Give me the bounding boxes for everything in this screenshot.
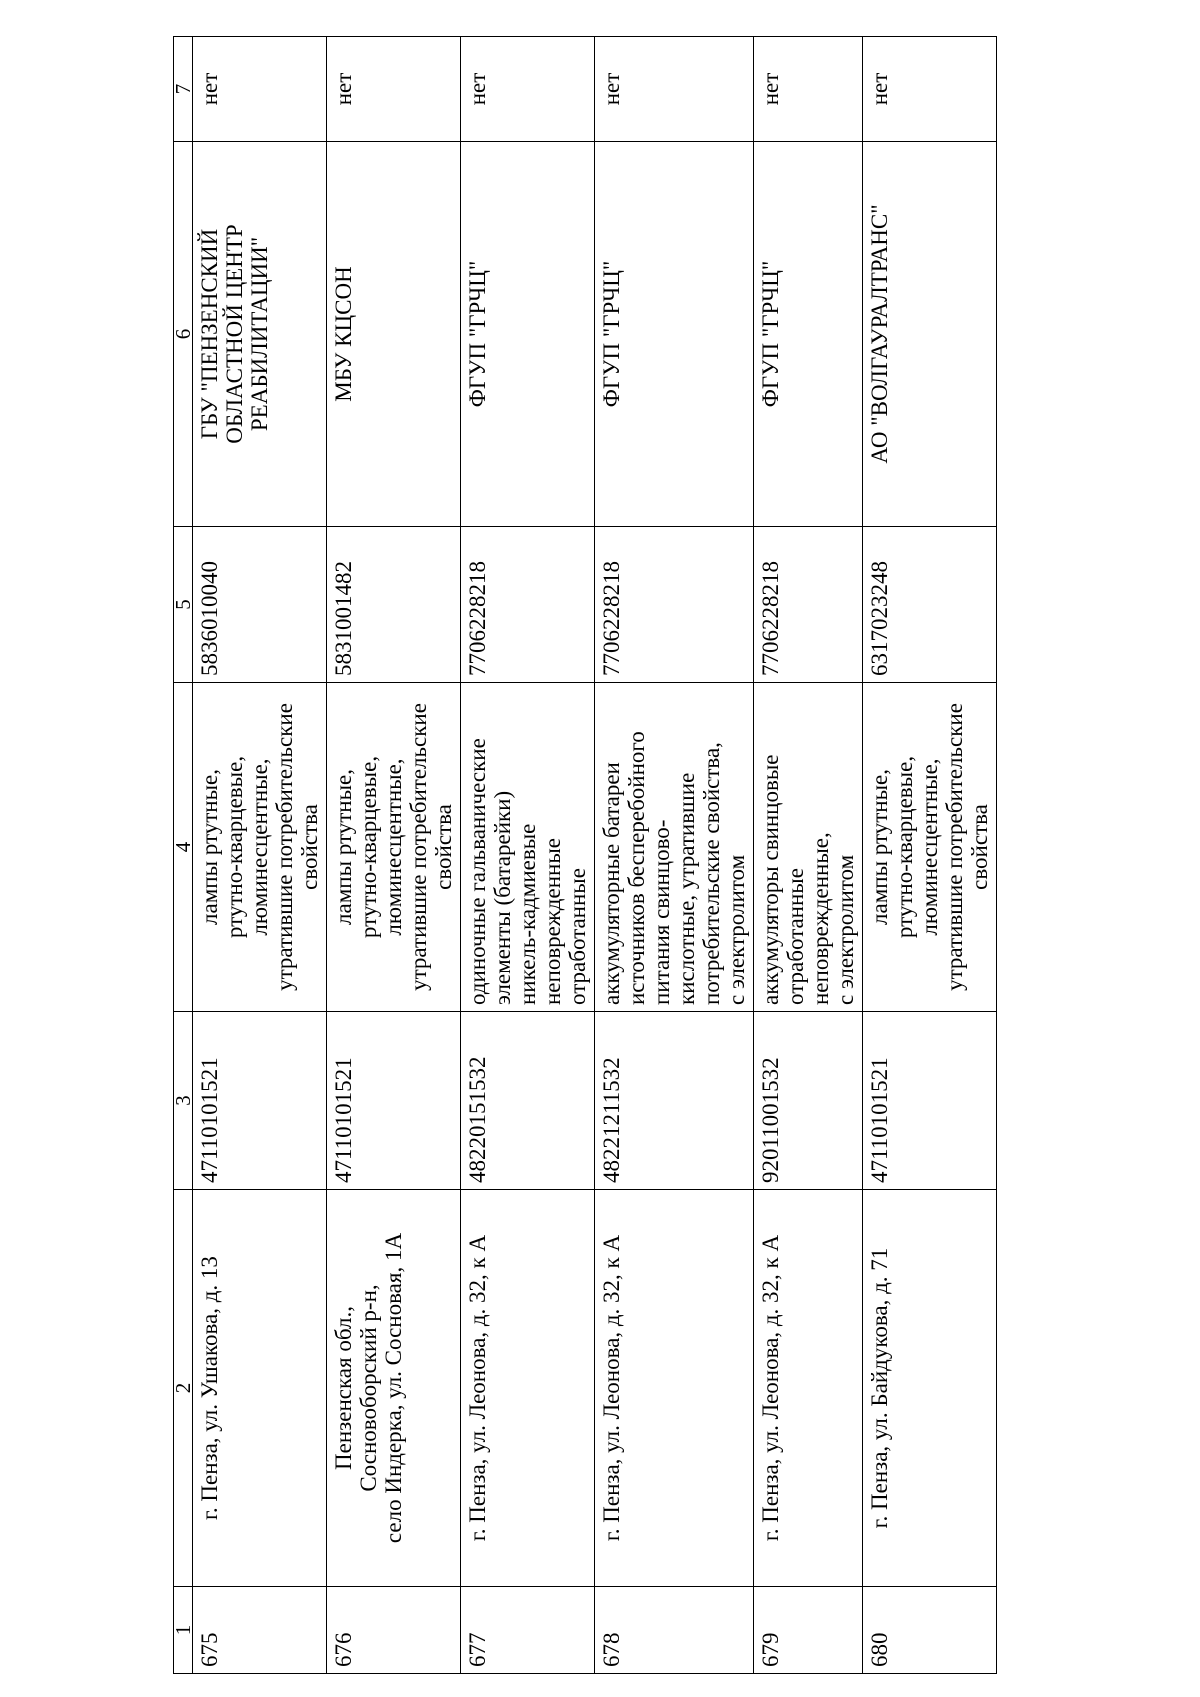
table-body [193,37,997,1674]
waste-code-cell-text: 92011001532 [758,1057,783,1183]
header-cell: 6 [174,142,193,527]
note-cell-text: нет [758,72,783,106]
row-number-cell [863,1587,997,1674]
waste-code-cell-text: 47110101521 [197,1057,222,1183]
waste-code-cell [754,1012,863,1190]
inn-cell [193,527,327,683]
organization-cell-text: ФГУП "ГРЧЦ" [599,260,624,408]
inn-cell [863,527,997,683]
waste-code-cell [327,1012,461,1190]
rotated-table-container [171,37,992,1674]
inn-cell [327,527,461,683]
waste-description-cell-text: аккумуляторы свинцовые отработанные неповрежденные, с электролитом [758,754,858,1005]
organization-cell [193,142,327,527]
waste-description-cell [595,683,754,1012]
waste-code-cell [595,1012,754,1190]
row-number-cell-text: 676 [331,1632,356,1667]
waste-description-cell-text: аккумуляторные батареи источников бесперебойного питания свинцово- кислотные, утратившие потребительские свойства, с электролитом [599,731,749,1005]
organization-cell [863,142,997,527]
waste-description-cell-text: лампы ртутные, ртутно-кварцевые, люминесцентные, утратившие потребительские свойства [331,703,456,991]
waste-code-cell-text: 48221211532 [599,1057,624,1183]
organization-cell [595,142,754,527]
row-number-cell-text: 675 [197,1632,222,1667]
waste-table [173,36,997,1674]
address-cell-text: г. Пенза, ул. Байдукова, д. 71 [867,1247,892,1529]
address-cell-text: Пензенская обл., Сосновоборский р-н, село Индерка, ул. Сосновая, 1А [331,1232,406,1544]
waste-description-cell [863,683,997,1012]
table-row [461,37,595,1674]
waste-code-cell [863,1012,997,1190]
table-row [193,37,327,1674]
table-row [595,37,754,1674]
address-cell [193,1190,327,1587]
organization-cell [327,142,461,527]
inn-cell-text: 7706228218 [465,561,490,676]
address-cell [327,1190,461,1587]
table-row [754,37,863,1674]
row-number-cell [595,1587,754,1674]
row-number-cell [461,1587,595,1674]
waste-code-cell-text: 47110101521 [331,1057,356,1183]
note-cell-text: нет [197,72,222,106]
row-number-cell [327,1587,461,1674]
header-cell: 7 [174,37,193,142]
inn-cell-text: 5836010040 [197,561,222,676]
note-cell [327,37,461,142]
inn-cell-text: 7706228218 [758,561,783,676]
waste-description-cell [193,683,327,1012]
inn-cell-text: 6317023248 [867,561,892,676]
header-cell: 4 [174,683,193,1012]
organization-cell-text: ФГУП "ГРЧЦ" [758,260,783,408]
note-cell [193,37,327,142]
address-cell-text: г. Пенза, ул. Леонова, д. 32, к А [465,1234,490,1542]
address-cell [461,1190,595,1587]
address-cell-text: г. Пенза, ул. Леонова, д. 32, к А [758,1234,783,1542]
row-number-cell [193,1587,327,1674]
organization-cell [461,142,595,527]
waste-code-cell-text: 48220151532 [465,1056,490,1183]
note-cell [754,37,863,142]
address-cell [754,1190,863,1587]
note-cell [863,37,997,142]
note-cell-text: нет [331,72,356,106]
inn-cell-text: 7706228218 [599,561,624,676]
organization-cell-text: ФГУП "ГРЧЦ" [465,260,490,408]
inn-cell-text: 5831001482 [331,561,356,676]
note-cell [595,37,754,142]
header-cell: 5 [174,527,193,683]
note-cell-text: нет [465,72,490,106]
waste-description-cell-text: одиночные гальванические элементы (батарейки) никель-кадмиевые неповрежденные отработанные [465,738,590,1005]
waste-description-cell-text: лампы ртутные, ртутно-кварцевые, люминесцентные, утратившие потребительские свойства [197,703,322,991]
table-row [327,37,461,1674]
inn-cell [595,527,754,683]
header-cell: 3 [174,1012,193,1190]
inn-cell [754,527,863,683]
row-number-cell [754,1587,863,1674]
header-row [174,37,193,1674]
organization-cell-text: АО "ВОЛГАУРАЛТРАНС" [867,204,892,464]
row-number-cell-text: 680 [867,1632,892,1667]
waste-description-cell [754,683,863,1012]
organization-cell-text: МБУ КЦСОН [331,266,356,402]
address-cell [863,1190,997,1587]
waste-code-cell-text: 47110101521 [867,1057,892,1183]
waste-description-cell [327,683,461,1012]
address-cell-text: г. Пенза, ул. Ушакова, д. 13 [197,1256,222,1520]
note-cell-text: нет [867,72,892,106]
row-number-cell-text: 679 [758,1632,783,1667]
address-cell-text: г. Пенза, ул. Леонова, д. 32, к А [599,1234,624,1542]
waste-code-cell [193,1012,327,1190]
organization-cell-text: ГБУ "ПЕНЗЕНСКИЙ ОБЛАСТНОЙ ЦЕНТР РЕАБИЛИТАЦИИ" [197,224,272,444]
note-cell-text: нет [599,72,624,106]
note-cell [461,37,595,142]
header-cell: 2 [174,1190,193,1587]
row-number-cell-text: 678 [599,1632,624,1667]
address-cell [595,1190,754,1587]
row-number-cell-text: 677 [465,1632,490,1667]
waste-code-cell [461,1012,595,1190]
header-cell: 1 [174,1587,193,1674]
inn-cell [461,527,595,683]
waste-description-cell [461,683,595,1012]
organization-cell [754,142,863,527]
table-row [863,37,997,1674]
waste-description-cell-text: лампы ртутные, ртутно-кварцевые, люминесцентные, утратившие потребительские свойства [867,703,992,991]
